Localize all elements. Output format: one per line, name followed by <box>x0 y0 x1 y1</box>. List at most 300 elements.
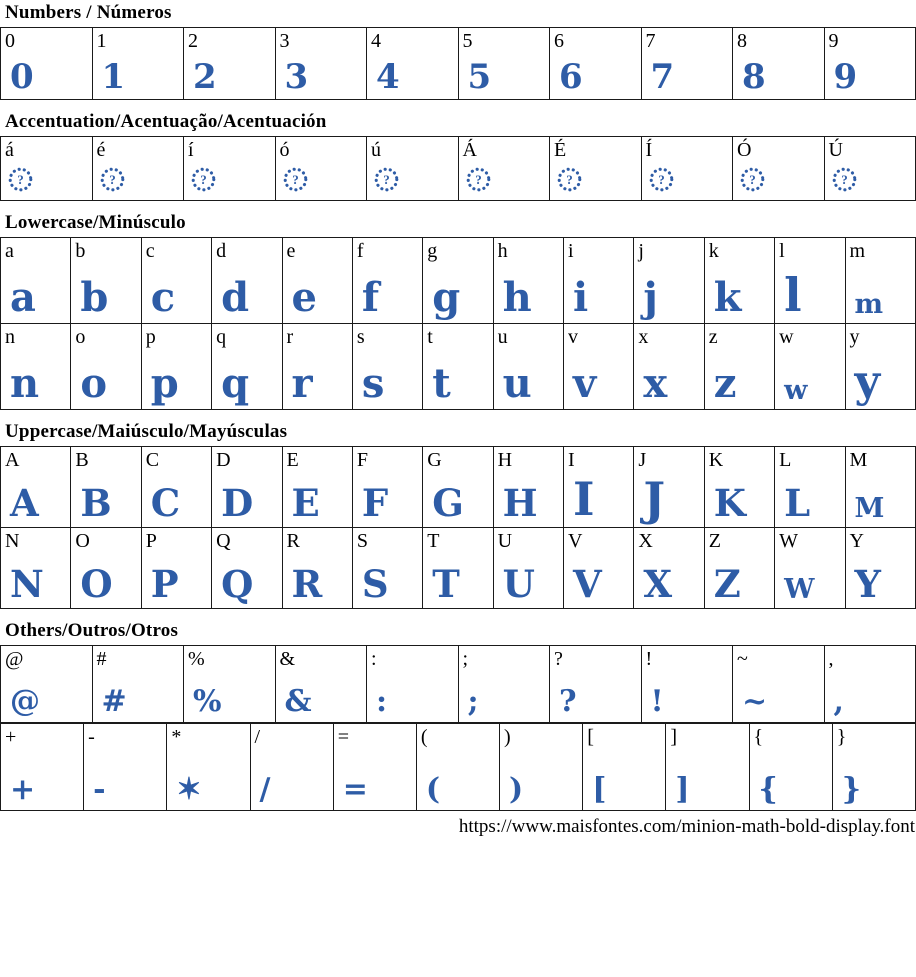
glyph-cell <box>845 528 916 609</box>
glyph-preview: T <box>432 562 460 606</box>
glyph-cell <box>564 238 634 324</box>
glyph-cell <box>1 28 93 100</box>
glyph-cell <box>634 447 704 528</box>
glyph-preview: ) <box>509 772 524 807</box>
glyph-cell <box>416 724 499 811</box>
character-map-page <box>0 2 916 838</box>
glyph-cell <box>1 137 93 201</box>
glyph-label: * <box>171 726 182 748</box>
glyph-cell <box>92 137 184 201</box>
glyph-cell <box>775 324 845 410</box>
glyph-cell <box>824 646 916 723</box>
glyph-cell <box>824 137 916 201</box>
table-row <box>1 528 916 609</box>
glyph-preview: 7 <box>650 57 675 97</box>
glyph-label: y <box>849 326 860 348</box>
glyph-cell <box>352 324 422 410</box>
glyph-label: B <box>75 449 89 471</box>
glyph-preview: Q <box>221 562 254 606</box>
glyph-label: = <box>337 726 349 748</box>
glyph-preview: & <box>284 684 312 719</box>
glyph-cell <box>212 238 282 324</box>
glyph-label: é <box>96 139 106 161</box>
section-title: Uppercase/Maiúsculo/Mayúsculas <box>5 421 288 442</box>
glyph-label: T <box>427 530 440 552</box>
glyph-cell <box>775 447 845 528</box>
glyph-cell <box>275 28 367 100</box>
glyph-preview: D <box>221 481 254 525</box>
missing-glyph-icon <box>99 166 126 196</box>
glyph-preview: w <box>784 375 808 406</box>
glyph-cell <box>184 28 276 100</box>
glyph-preview: } <box>841 772 862 807</box>
glyph-preview: U <box>502 562 535 606</box>
glyph-cell <box>141 324 211 410</box>
glyph-cell <box>71 447 141 528</box>
missing-glyph-icon <box>373 166 400 196</box>
glyph-label: X <box>638 530 653 552</box>
svg-text:?: ? <box>566 172 573 188</box>
glyph-cell <box>282 528 352 609</box>
glyph-label: e <box>286 240 296 262</box>
glyph-label: E <box>286 449 299 471</box>
glyph-label: o <box>75 326 86 348</box>
svg-text:?: ? <box>749 172 756 188</box>
missing-glyph-icon <box>831 166 858 196</box>
glyph-label: ; <box>462 648 469 670</box>
glyph-preview: O <box>80 562 113 606</box>
missing-glyph-icon <box>556 166 583 196</box>
glyph-cell <box>704 447 774 528</box>
glyph-preview: V <box>573 562 602 606</box>
glyph-preview: F <box>361 481 389 525</box>
glyph-preview: : <box>376 684 388 719</box>
svg-text:?: ? <box>383 172 390 188</box>
glyph-label: k <box>708 240 719 262</box>
glyph-preview: - <box>93 772 106 807</box>
glyph-cell <box>749 724 832 811</box>
glyph-label: Q <box>216 530 231 552</box>
glyph-label: r <box>286 326 294 348</box>
glyph-cell <box>634 238 704 324</box>
glyph-label: p <box>145 326 156 348</box>
glyph-cell <box>1 324 71 410</box>
glyph-preview: K <box>713 481 746 525</box>
glyph-label: i <box>568 240 574 262</box>
glyph-preview: m <box>854 289 884 320</box>
glyph-label: C <box>145 449 160 471</box>
glyph-label: @ <box>5 648 24 670</box>
glyph-label: w <box>779 326 794 348</box>
glyph-cell <box>641 28 733 100</box>
glyph-label: } <box>836 726 847 748</box>
glyph-table <box>0 723 916 811</box>
glyph-cell <box>500 724 583 811</box>
glyph-label: 0 <box>5 30 15 52</box>
glyph-table <box>0 446 916 609</box>
glyph-preview: a <box>10 274 36 321</box>
glyph-cell <box>212 447 282 528</box>
glyph-label: G <box>427 449 442 471</box>
glyph-label: - <box>88 726 95 748</box>
glyph-label: Z <box>708 530 721 552</box>
svg-text:?: ? <box>474 172 482 188</box>
glyph-preview: B <box>80 481 112 525</box>
glyph-preview: ] <box>675 772 690 807</box>
glyph-cell <box>423 528 493 609</box>
glyph-label: # <box>96 648 107 670</box>
glyph-preview: 6 <box>559 57 583 97</box>
glyph-cell <box>92 28 184 100</box>
glyph-preview: g <box>432 274 461 321</box>
glyph-table <box>0 136 916 201</box>
glyph-label: b <box>75 240 86 262</box>
glyph-label: q <box>216 326 227 348</box>
glyph-label: c <box>145 240 155 262</box>
glyph-cell <box>704 528 774 609</box>
glyph-label: H <box>497 449 513 471</box>
svg-text:?: ? <box>108 172 116 188</box>
glyph-cell <box>423 238 493 324</box>
glyph-label: % <box>188 648 205 670</box>
glyph-label: Ó <box>737 139 752 161</box>
glyph-label: g <box>427 240 438 262</box>
glyph-preview: 5 <box>467 57 492 97</box>
glyph-preview: ~ <box>742 684 768 719</box>
glyph-label: ? <box>554 648 563 670</box>
glyph-preview: 3 <box>284 57 309 97</box>
glyph-preview: i <box>573 274 589 321</box>
glyph-preview: A <box>10 481 39 525</box>
glyph-cell <box>666 724 749 811</box>
glyph-cell <box>493 238 563 324</box>
glyph-preview: N <box>10 562 44 606</box>
svg-text:?: ? <box>291 172 299 188</box>
glyph-cell <box>641 137 733 201</box>
glyph-preview: t <box>432 360 451 407</box>
glyph-label: : <box>371 648 377 670</box>
glyph-preview: j <box>643 274 658 321</box>
glyph-preview: p <box>150 360 179 407</box>
glyph-cell <box>458 137 550 201</box>
glyph-cell <box>250 724 333 811</box>
glyph-preview: 9 <box>833 57 858 97</box>
glyph-preview: W <box>784 574 815 605</box>
glyph-preview: 4 <box>376 57 400 97</box>
glyph-cell <box>824 28 916 100</box>
glyph-label: / <box>254 726 261 748</box>
glyph-label: É <box>554 139 567 161</box>
glyph-label: L <box>779 449 792 471</box>
glyph-cell <box>282 447 352 528</box>
glyph-cell <box>212 528 282 609</box>
glyph-label: t <box>427 326 433 348</box>
glyph-cell <box>733 137 825 201</box>
glyph-cell <box>564 528 634 609</box>
glyph-label: 6 <box>554 30 564 52</box>
table-row <box>1 238 916 324</box>
glyph-cell <box>775 528 845 609</box>
glyph-cell <box>1 724 84 811</box>
glyph-cell <box>458 646 550 723</box>
section-title: Others/Outros/Otros <box>5 620 179 641</box>
glyph-preview: C <box>150 481 181 525</box>
glyph-label: d <box>216 240 227 262</box>
glyph-cell <box>634 528 704 609</box>
glyph-cell <box>141 528 211 609</box>
glyph-preview: + <box>10 772 36 807</box>
glyph-preview: o <box>80 360 108 407</box>
glyph-preview: ✶ <box>176 772 202 807</box>
glyph-cell <box>493 528 563 609</box>
table-row <box>1 724 916 811</box>
glyph-preview: 2 <box>193 57 217 97</box>
glyph-cell <box>84 724 167 811</box>
glyph-label: ) <box>504 726 511 748</box>
glyph-preview: n <box>10 360 40 407</box>
glyph-label: z <box>708 326 718 348</box>
glyph-preview: % <box>193 684 222 719</box>
glyph-cell <box>1 528 71 609</box>
glyph-preview: R <box>291 562 323 606</box>
glyph-preview: L <box>784 481 811 525</box>
glyph-preview: u <box>502 360 532 407</box>
glyph-cell <box>282 324 352 410</box>
glyph-preview: H <box>502 481 538 525</box>
glyph-label: [ <box>587 726 594 748</box>
table-row <box>1 137 916 201</box>
svg-text:?: ? <box>200 172 207 188</box>
glyph-label: s <box>356 326 365 348</box>
glyph-label: R <box>286 530 300 552</box>
glyph-cell <box>71 238 141 324</box>
glyph-label: K <box>708 449 724 471</box>
glyph-label: ó <box>279 139 290 161</box>
glyph-label: 8 <box>737 30 747 52</box>
glyph-preview: s <box>361 360 385 407</box>
glyph-preview: X <box>643 562 673 606</box>
glyph-preview: 8 <box>742 57 766 97</box>
glyph-label: l <box>779 240 785 262</box>
glyph-cell <box>733 646 825 723</box>
glyph-label: Y <box>849 530 864 552</box>
glyph-label: n <box>5 326 15 348</box>
glyph-label: 9 <box>828 30 839 52</box>
table-row <box>1 646 916 723</box>
glyph-preview: P <box>150 562 179 606</box>
glyph-cell <box>1 447 71 528</box>
glyph-cell <box>275 137 367 201</box>
glyph-label: ! <box>645 648 653 670</box>
glyph-cell <box>352 238 422 324</box>
glyph-cell <box>845 447 916 528</box>
svg-text:?: ? <box>657 172 665 188</box>
glyph-preview: z <box>713 360 737 407</box>
section-title: Lowercase/Minúsculo <box>5 212 186 233</box>
character-map-sections <box>0 2 916 811</box>
glyph-preview: ; <box>467 684 479 719</box>
glyph-preview: Y <box>854 562 881 606</box>
glyph-cell <box>275 646 367 723</box>
glyph-preview: ? <box>559 684 577 719</box>
glyph-cell <box>92 646 184 723</box>
glyph-preview: # <box>101 684 127 719</box>
glyph-cell <box>212 324 282 410</box>
glyph-label: 4 <box>371 30 381 52</box>
glyph-preview: S <box>361 562 389 606</box>
glyph-label: f <box>356 240 364 262</box>
glyph-cell <box>71 324 141 410</box>
glyph-cell <box>832 724 915 811</box>
glyph-cell <box>352 447 422 528</box>
glyph-cell <box>458 28 550 100</box>
glyph-label: & <box>279 648 296 670</box>
glyph-label: V <box>568 530 583 552</box>
glyph-cell <box>367 28 459 100</box>
missing-glyph-icon <box>190 166 217 196</box>
glyph-label: Ú <box>828 139 843 161</box>
glyph-cell <box>1 646 93 723</box>
glyph-label: ú <box>371 139 381 161</box>
glyph-preview: l <box>784 268 802 322</box>
table-row <box>1 28 916 100</box>
glyph-label: S <box>356 530 368 552</box>
glyph-label: m <box>849 240 866 262</box>
glyph-preview: 0 <box>10 57 34 97</box>
section-title: Numbers / Números <box>5 2 172 23</box>
glyph-label: F <box>356 449 368 471</box>
glyph-label: O <box>75 530 90 552</box>
glyph-preview: y <box>854 356 881 407</box>
glyph-cell <box>423 324 493 410</box>
glyph-label: 5 <box>462 30 473 52</box>
glyph-preview: E <box>291 481 320 525</box>
missing-glyph-icon <box>282 166 309 196</box>
glyph-table <box>0 237 916 410</box>
glyph-cell <box>733 28 825 100</box>
glyph-preview: J <box>643 472 666 526</box>
glyph-preview: , <box>833 684 844 719</box>
glyph-cell <box>1 238 71 324</box>
glyph-label: h <box>497 240 508 262</box>
table-row <box>1 324 916 410</box>
glyph-label: N <box>5 530 20 552</box>
glyph-preview: = <box>342 772 368 807</box>
glyph-cell <box>423 447 493 528</box>
glyph-label: A <box>5 449 20 471</box>
glyph-cell <box>634 324 704 410</box>
glyph-label: 1 <box>96 30 107 52</box>
glyph-label: í <box>188 139 194 161</box>
glyph-cell <box>333 724 416 811</box>
glyph-cell <box>167 724 250 811</box>
glyph-preview: ! <box>650 684 664 719</box>
glyph-label: , <box>828 648 834 670</box>
glyph-label: 7 <box>645 30 656 52</box>
glyph-preview: v <box>573 360 597 407</box>
glyph-preview: 1 <box>101 57 126 97</box>
glyph-label: á <box>5 139 14 161</box>
glyph-label: J <box>638 449 647 471</box>
glyph-preview: Z <box>713 562 741 606</box>
table-row <box>1 447 916 528</box>
glyph-cell <box>282 238 352 324</box>
glyph-preview: @ <box>10 684 40 719</box>
glyph-preview: f <box>361 274 380 321</box>
glyph-preview: h <box>502 274 532 321</box>
glyph-cell <box>141 238 211 324</box>
glyph-preview: x <box>643 360 668 407</box>
glyph-table <box>0 645 916 723</box>
glyph-preview: q <box>221 360 250 407</box>
glyph-cell <box>564 324 634 410</box>
glyph-label: W <box>779 530 799 552</box>
glyph-preview: G <box>432 481 464 525</box>
glyph-preview: c <box>150 274 176 321</box>
glyph-cell <box>141 447 211 528</box>
glyph-preview: e <box>291 274 317 321</box>
missing-glyph-icon <box>465 166 492 196</box>
glyph-preview: [ <box>592 772 607 807</box>
glyph-label: a <box>5 240 14 262</box>
glyph-cell <box>71 528 141 609</box>
glyph-cell <box>550 646 642 723</box>
glyph-label: + <box>5 726 17 748</box>
glyph-preview: b <box>80 274 109 321</box>
glyph-cell <box>845 324 916 410</box>
glyph-cell <box>184 137 276 201</box>
glyph-preview: { <box>758 772 778 807</box>
glyph-label: 3 <box>279 30 290 52</box>
glyph-cell <box>367 646 459 723</box>
missing-glyph-icon <box>648 166 675 196</box>
svg-text:?: ? <box>17 172 24 188</box>
glyph-preview: M <box>854 493 885 524</box>
glyph-label: ( <box>420 726 428 748</box>
svg-text:?: ? <box>840 172 848 188</box>
glyph-label: ~ <box>737 648 748 670</box>
glyph-cell <box>564 447 634 528</box>
glyph-label: ] <box>670 726 678 748</box>
glyph-cell <box>550 137 642 201</box>
glyph-label: P <box>145 530 157 552</box>
source-url[interactable]: https://www.maisfontes.com/minion-math-bold-display.font <box>458 816 915 837</box>
glyph-label: v <box>568 326 578 348</box>
section-title: Accentuation/Acentuação/Acentuación <box>5 111 327 132</box>
glyph-preview: I <box>573 472 595 526</box>
glyph-cell <box>184 646 276 723</box>
missing-glyph-icon <box>739 166 766 196</box>
glyph-cell <box>352 528 422 609</box>
glyph-cell <box>493 324 563 410</box>
glyph-label: U <box>497 530 513 552</box>
glyph-label: j <box>638 240 644 262</box>
glyph-cell <box>704 324 774 410</box>
glyph-label: D <box>216 449 231 471</box>
glyph-cell <box>641 646 733 723</box>
glyph-label: I <box>568 449 575 471</box>
glyph-label: Á <box>462 139 477 161</box>
glyph-table <box>0 27 916 100</box>
glyph-cell <box>493 447 563 528</box>
glyph-cell <box>583 724 666 811</box>
glyph-cell <box>845 238 916 324</box>
glyph-preview: / <box>259 772 271 807</box>
glyph-cell <box>775 238 845 324</box>
glyph-cell <box>367 137 459 201</box>
glyph-label: { <box>753 726 764 748</box>
glyph-preview: d <box>221 274 250 321</box>
